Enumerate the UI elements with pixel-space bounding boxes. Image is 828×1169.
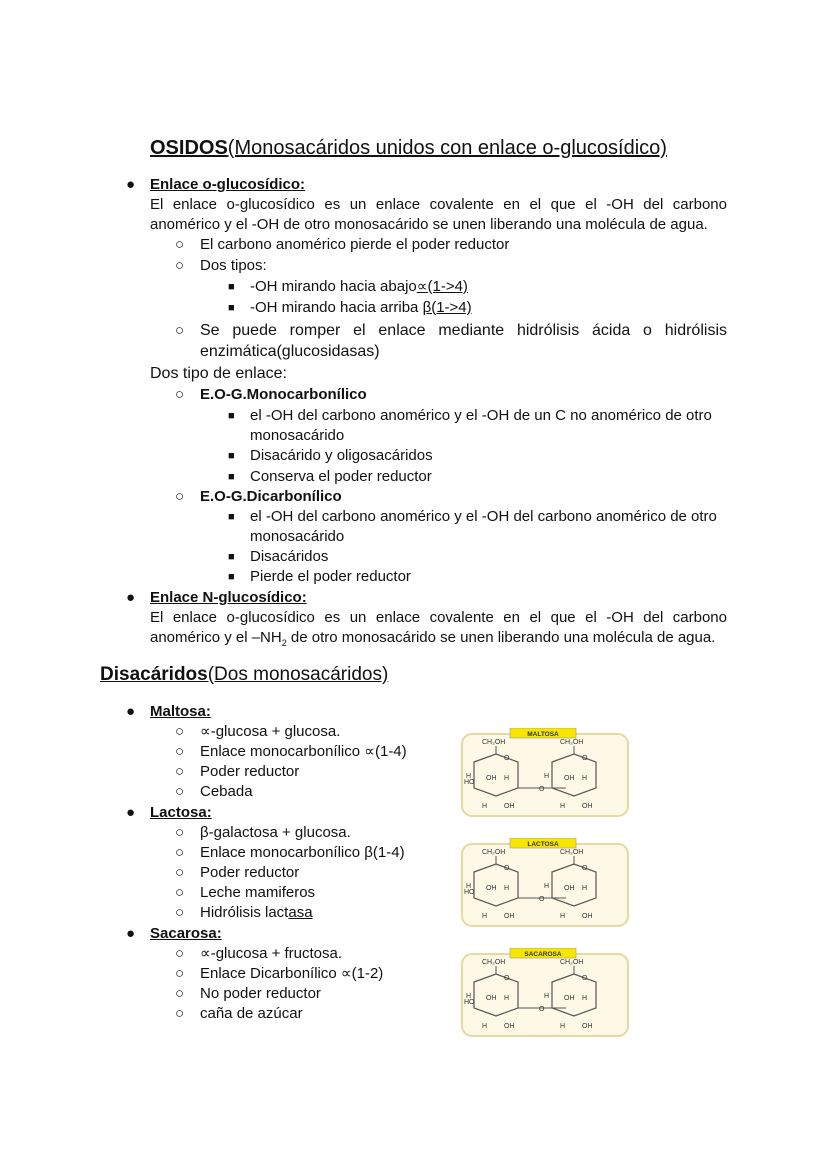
- circle-bullet-icon: ○: [175, 985, 185, 1002]
- svg-text:OH: OH: [564, 775, 575, 782]
- list-item: Enlace monocarbonílico ∝(1-4): [200, 743, 407, 760]
- list-item: monosacárido: [250, 427, 345, 444]
- svg-text:O: O: [539, 896, 545, 903]
- paragraph-line: anomérico y el $-NH_2$ de otro monosacárido se unen liberando una molécula de agua.: [150, 629, 716, 648]
- svg-text:CH₂OH: CH₂OH: [560, 959, 584, 966]
- svg-text:O: O: [582, 865, 588, 872]
- list-item: Se puede romper el enlace mediante hidrólisis ácida o hidrólisis: [200, 322, 727, 339]
- paragraph-line: El enlace o-glucosídico es un enlace covalente en el que el -OH del carbono: [150, 196, 727, 213]
- circle-bullet-icon: ○: [175, 763, 185, 780]
- list-item: E.O-G.Monocarbonílico: [200, 386, 367, 403]
- list-item: Conserva el poder reductor: [250, 468, 432, 485]
- svg-text:H: H: [582, 995, 588, 1002]
- list-item: -OH mirando hacia abajo∝(1->4): [250, 278, 468, 295]
- list-item: Poder reductor: [200, 763, 300, 780]
- svg-text:O: O: [504, 755, 510, 762]
- list-item: Enlace Dicarbonílico ∝(1-2): [200, 965, 384, 982]
- svg-text:H: H: [504, 885, 510, 892]
- list-item: ∝-glucosa + fructosa.: [200, 945, 343, 962]
- circle-bullet-icon: ○: [175, 236, 185, 253]
- list-item: el -OH del carbono anomérico y el -OH del carbono anomérico de otro: [250, 508, 717, 525]
- svg-text:H: H: [560, 1023, 566, 1030]
- svg-text:H: H: [544, 883, 550, 890]
- heading-n-glucosidico: Enlace N-glucosídico:: [150, 589, 307, 606]
- svg-text:O: O: [539, 1006, 545, 1013]
- svg-text:OH: OH: [582, 913, 593, 920]
- svg-text:CH₂OH: CH₂OH: [560, 849, 584, 856]
- paragraph-line: El enlace o-glucosídico es un enlace covalente en el que el -OH del carbono: [150, 609, 727, 626]
- svg-text:OH: OH: [504, 913, 515, 920]
- svg-text:OH: OH: [486, 885, 497, 892]
- square-bullet-icon: ■: [228, 551, 235, 563]
- svg-text:H: H: [544, 773, 550, 780]
- list-item: β-galactosa + glucosa.: [200, 824, 351, 841]
- svg-text:H: H: [482, 1023, 488, 1030]
- circle-bullet-icon: ○: [175, 783, 185, 800]
- list-item: Cebada: [200, 783, 253, 800]
- list-item: enzimática(glucosidasas): [200, 343, 380, 360]
- svg-text:OH: OH: [504, 803, 515, 810]
- svg-text:OH: OH: [564, 995, 575, 1002]
- svg-text:H: H: [560, 913, 566, 920]
- list-item: No poder reductor: [200, 985, 321, 1002]
- circle-bullet-icon: ○: [175, 884, 185, 901]
- svg-text:OH: OH: [582, 803, 593, 810]
- paragraph-line: anomérico y el -OH de otro monosacárido se unen liberando una molécula de agua.: [150, 216, 708, 233]
- circle-bullet-icon: ○: [175, 945, 185, 962]
- svg-text:OH: OH: [504, 1023, 515, 1030]
- circle-bullet-icon: ○: [175, 824, 185, 841]
- circle-bullet-icon: ○: [175, 723, 185, 740]
- page-title: OSIDOS(Monosacáridos unidos con enlace o-glucosídico): [150, 137, 667, 159]
- square-bullet-icon: ■: [228, 410, 235, 422]
- svg-text:H: H: [466, 773, 472, 780]
- svg-text:O: O: [582, 755, 588, 762]
- heading-sacarosa: Sacarosa:: [150, 925, 222, 942]
- svg-text:OH: OH: [486, 775, 497, 782]
- svg-text:HO: HO: [464, 999, 475, 1006]
- circle-bullet-icon: ○: [175, 743, 185, 760]
- bullet-icon: ●: [126, 176, 136, 193]
- svg-text:H: H: [482, 803, 488, 810]
- bullet-icon: ●: [126, 925, 136, 942]
- heading-maltosa: Maltosa:: [150, 703, 211, 720]
- circle-bullet-icon: ○: [175, 386, 185, 403]
- circle-bullet-icon: ○: [175, 904, 185, 921]
- svg-text:H: H: [582, 885, 588, 892]
- text-line: Dos tipo de enlace:: [150, 365, 287, 382]
- bullet-icon: ●: [126, 589, 136, 606]
- circle-bullet-icon: ○: [175, 844, 185, 861]
- sacarosa-structure-diagram: [460, 948, 632, 1040]
- list-item: Hidrólisis lactasa: [200, 904, 313, 921]
- svg-text:CH₂OH: CH₂OH: [482, 849, 506, 856]
- circle-bullet-icon: ○: [175, 864, 185, 881]
- lactosa-structure-diagram: [460, 838, 632, 930]
- square-bullet-icon: ■: [228, 302, 235, 314]
- circle-bullet-icon: ○: [175, 257, 185, 274]
- svg-text:O: O: [504, 975, 510, 982]
- square-bullet-icon: ■: [228, 571, 235, 583]
- list-item: ∝-glucosa + glucosa.: [200, 723, 341, 740]
- diagram-label: LACTOSA: [527, 841, 559, 848]
- svg-text:O: O: [582, 975, 588, 982]
- svg-text:HO: HO: [464, 779, 475, 786]
- svg-text:H: H: [544, 993, 550, 1000]
- list-item: Pierde el poder reductor: [250, 568, 411, 585]
- list-item: E.O-G.Dicarbonílico: [200, 488, 342, 505]
- list-item: -OH mirando hacia arriba β(1->4): [250, 299, 472, 316]
- circle-bullet-icon: ○: [175, 488, 185, 505]
- svg-text:H: H: [582, 775, 588, 782]
- square-bullet-icon: ■: [228, 281, 235, 293]
- svg-text:O: O: [504, 865, 510, 872]
- svg-text:H: H: [560, 803, 566, 810]
- svg-text:O: O: [539, 786, 545, 793]
- section-heading: Disacáridos(Dos monosacáridos): [100, 664, 389, 685]
- bullet-icon: ●: [126, 804, 136, 821]
- circle-bullet-icon: ○: [175, 322, 185, 339]
- list-item: caña de azúcar: [200, 1005, 303, 1022]
- list-item: Disacáridos: [250, 548, 329, 565]
- svg-text:CH₂OH: CH₂OH: [482, 739, 506, 746]
- svg-text:OH: OH: [582, 1023, 593, 1030]
- svg-text:H: H: [504, 775, 510, 782]
- svg-text:HO: HO: [464, 889, 475, 896]
- list-item: el -OH del carbono anomérico y el -OH de un C no anomérico de otro: [250, 407, 712, 424]
- square-bullet-icon: ■: [228, 450, 235, 462]
- svg-text:H: H: [482, 913, 488, 920]
- svg-text:CH₂OH: CH₂OH: [560, 739, 584, 746]
- svg-text:H: H: [466, 883, 472, 890]
- svg-text:H: H: [466, 993, 472, 1000]
- circle-bullet-icon: ○: [175, 1005, 185, 1022]
- bullet-icon: ●: [126, 703, 136, 720]
- svg-text:CH₂OH: CH₂OH: [482, 959, 506, 966]
- diagram-label: SACAROSA: [524, 951, 562, 958]
- list-item: Leche mamiferos: [200, 884, 316, 901]
- list-item: Disacárido y oligosacáridos: [250, 447, 433, 464]
- list-item: Poder reductor: [200, 864, 300, 881]
- maltosa-structure-diagram: [460, 728, 632, 820]
- square-bullet-icon: ■: [228, 471, 235, 483]
- list-item: monosacárido: [250, 528, 345, 545]
- square-bullet-icon: ■: [228, 511, 235, 523]
- svg-text:H: H: [504, 995, 510, 1002]
- svg-text:OH: OH: [564, 885, 575, 892]
- svg-text:OH: OH: [486, 995, 497, 1002]
- heading-o-glucosidico: Enlace o-glucosídico:: [150, 176, 306, 193]
- heading-lactosa: Lactosa:: [150, 804, 212, 821]
- list-item: Enlace monocarbonílico β(1-4): [200, 844, 405, 861]
- circle-bullet-icon: ○: [175, 965, 185, 982]
- list-item: El carbono anomérico pierde el poder reductor: [200, 236, 510, 253]
- diagram-label: MALTOSA: [527, 731, 559, 738]
- list-item: Dos tipos:: [200, 257, 267, 274]
